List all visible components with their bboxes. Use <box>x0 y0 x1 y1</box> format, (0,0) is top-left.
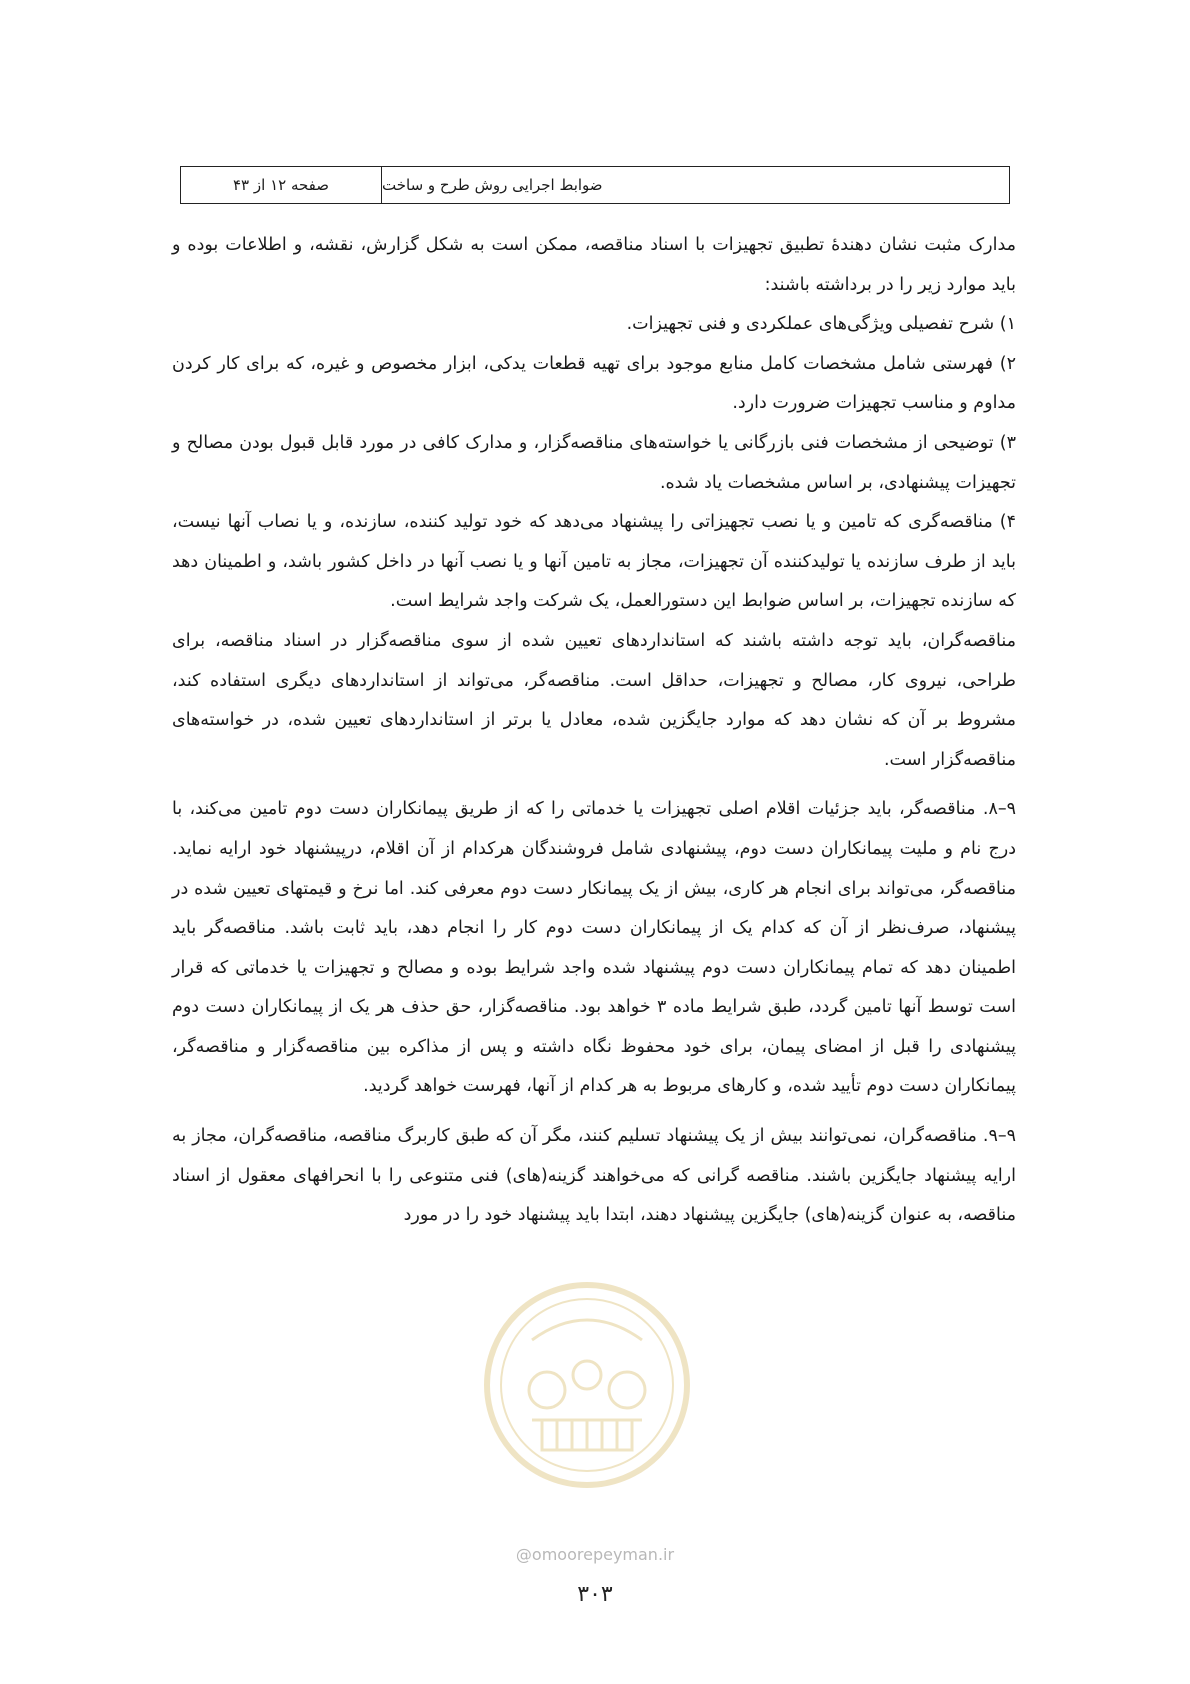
paragraph-section-9-8: ۹–۸. مناقصه‌گر، باید جزئیات اقلام اصلی تجهیزات یا خدماتی را که از طریق پیمانکاران دست دوم تامین می‌کند، با درج نام و ملیت پیمانکاران دست دوم، پیشنهادی شامل فروشندگان هرکدام از آن اقلام، درپیشنهاد خود ارایه نماید. مناقصه‌گر، می‌تواند برای انجام هر کاری، بیش از یک پیمانکار دست دوم معرفی کند. اما نرخ و قیمتهای تعیین شده در پیشنهاد، صرف‌نظر از آن که کدام یک از پیمانکاران دست دوم کار را انجام دهد، باید ثابت باشد. مناقصه‌گر باید اطمینان دهد که تمام پیمانکاران دست دوم پیشنهاد شده واجد شرایط بوده و مصالح و تجهیزات یا خدماتی که قرار است توسط آنها تامین گردد، طبق شرایط ماده ۳ خواهد بود. مناقصه‌گزار، حق حذف هر یک از پیمانکاران دست دوم پیشنهادی را قبل از امضای پیمان، برای خود محفوظ نگاه داشته و پس از مذاکره بین مناقصه‌گزار و مناقصه‌گر، پیمانکاران دست دوم تأیید شده، و کارهای مربوط به هر کدام از آنها، فهرست خواهد گردید. <box>172 799 1016 1097</box>
paragraph-item-3: ۳) توضیحی از مشخصات فنی بازرگانی یا خواسته‌های مناقصه‌گزار، و مدارک کافی در مورد قابل قبول بودن مصالح و تجهیزات پیشنهادی، بر اساس مشخصات یاد شده. <box>172 432 1016 493</box>
watermark-logo-icon <box>472 1270 702 1500</box>
page-count-cell: صفحه ۱۲ از ۴۳ <box>181 167 382 203</box>
page-number: ۳۰۳ <box>577 1582 613 1607</box>
paragraph-intro: مدارک مثبت نشان دهندهٔ تطبیق تجهیزات با اسناد مناقصه، ممکن است به شکل گزارش، نقشه، و اطلاعات بوده و باید موارد زیر را در برداشته باشند: <box>172 235 1016 295</box>
paragraph-item-2: ۲) فهرستی شامل مشخصات کامل منابع موجود برای تهیه قطعات یدکی، ابزار مخصوص و غیره، که برای کار کردن مداوم و مناسب تجهیزات ضرورت دارد. <box>172 353 1016 414</box>
watermark-url: @omoorepeyman.ir <box>515 1545 675 1564</box>
paragraph-item-4: ۴) مناقصه‌گری که تامین و یا نصب تجهیزاتی را پیشنهاد می‌دهد که خود تولید کننده، سازنده، و یا نصاب آنها نیست، باید از طرف سازنده یا تولیدکننده آن تجهیزات، مجاز به تامین آنها و یا نصب آنها در داخل کشور باشد، و اطمینان دهد که سازنده تجهیزات، بر اساس ضوابط این دستورالعمل، یک شرکت واجد شرایط است. <box>172 512 1016 612</box>
body-text <box>172 226 1016 1236</box>
document-title-cell: ضوابط اجرایی روش طرح و ساخت <box>382 176 603 194</box>
paragraph-section-9-9: ۹–۹. مناقصه‌گران، نمی‌توانند بیش از یک پیشنهاد تسلیم کنند، مگر آن که طبق کاربرگ مناقصه، مناقصه‌گران، مجاز به ارایه پیشنهاد جایگزین باشند. مناقصه گرانی که می‌خواهند گزینه(های) فنی متنوعی را با انحرافهای معقول از اسناد مناقصه، به عنوان گزینه(های) جایگزین پیشنهاد دهند، ابتدا باید پیشنهاد خود را در مورد <box>172 1126 1016 1226</box>
paragraph-standards: مناقصه‌گران، باید توجه داشته باشند که استانداردهای تعیین شده از سوی مناقصه‌گزار در اسناد مناقصه، برای طراحی، نیروی کار، مصالح و تجهیزات، حداقل است. مناقصه‌گر، می‌تواند از استانداردهای دیگری استفاده کند، مشروط بر آن که نشان دهد که موارد جایگزین شده، معادل یا برتر از استانداردهای تعیین شده، در خواسته‌های مناقصه‌گزار است. <box>172 630 1016 770</box>
page-header-table <box>180 166 1010 204</box>
paragraph-item-1: ۱) شرح تفصیلی ویژگی‌های عملکردی و فنی تجهیزات. <box>626 314 1016 335</box>
